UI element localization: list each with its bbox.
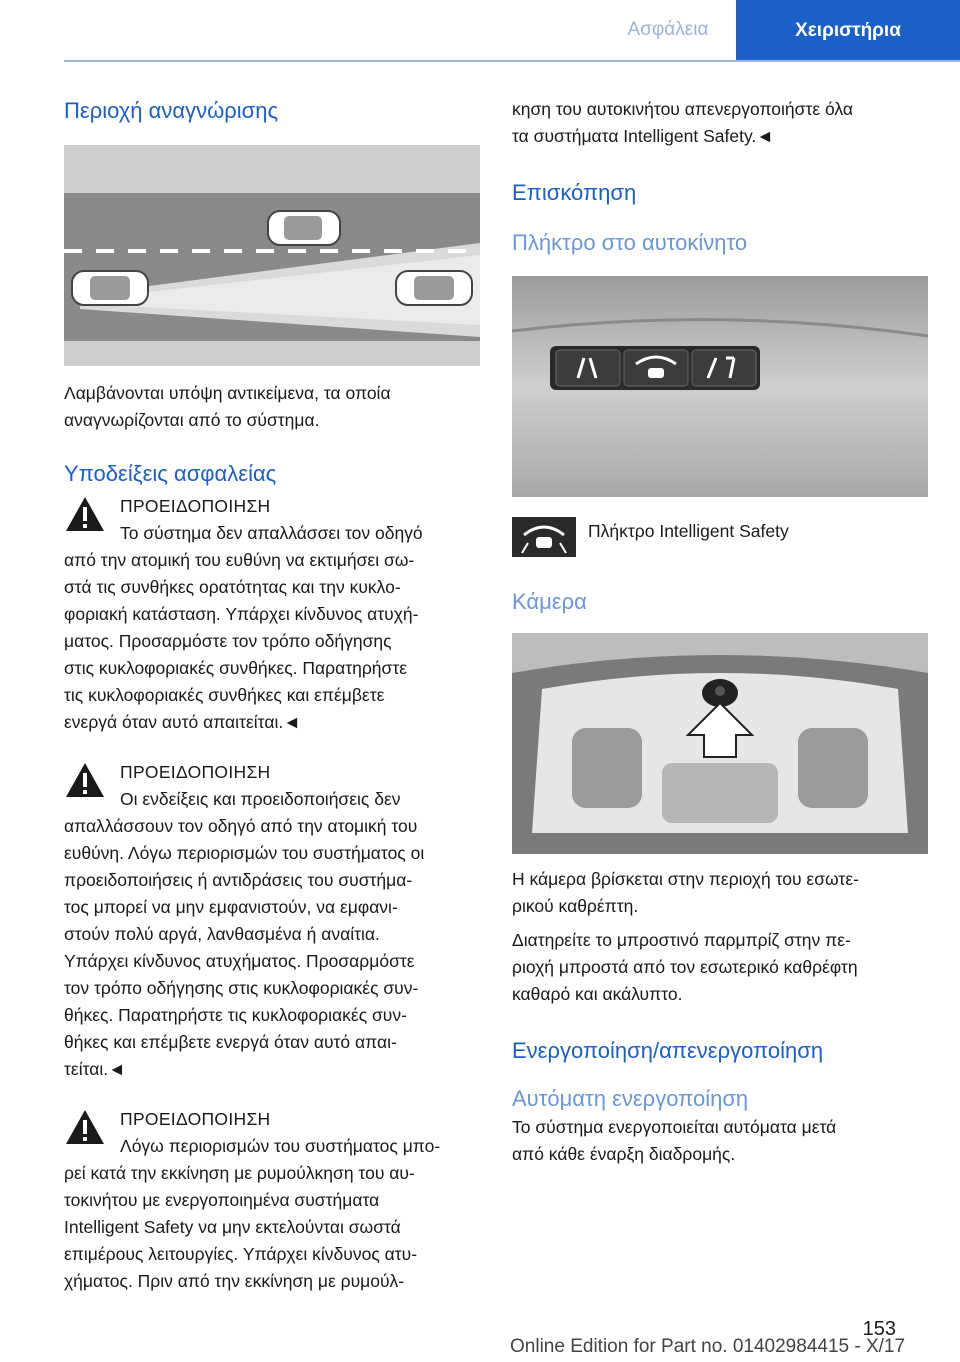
camera-location-illustration <box>512 633 928 854</box>
intelligent-safety-icon <box>512 517 576 557</box>
button-panel-photo <box>512 276 928 497</box>
heading-overview: Επισκόπηση <box>512 180 637 205</box>
car-right-icon <box>396 271 472 305</box>
continued-text: κηση του αυτοκινήτου απενεργοποιήστε όλα τα συστήματα Intelligent Safety.◄ <box>512 99 854 146</box>
detection-area-illustration <box>64 145 480 366</box>
page-number: 153 <box>862 1318 896 1340</box>
warning-text: Οι ενδείξεις και προειδοποιήσεις δεν απαλλάσσουν τον οδηγό από την ατομική του ευθύνη. Λόγω περιορισμών του συστήματος οι προειδοποιήσεις ή αντιδράσεις του συστήμα- τος μπορεί να μην εμφανιστούν, να εμφανι- στούν πολύ αργά, λανθασμένα ή αναίτια. Υπάρχει κίνδυνος ατυχήματος. Προσαρμόστε τον τρόπο οδήγησης στις κυκλοφοριακές συν- θήκες. Παρατηρήστε τις κυκλοφοριακές συν- θήκες και επέμβετε ενεργά όταν αυτό απαι- τείται.◄ <box>64 789 425 1079</box>
warning-block-2 <box>64 759 480 1083</box>
camera-location-text: Η κάμερα βρίσκεται στην περιοχή του εσωτε- ρικού καθρέπτη. <box>512 869 859 916</box>
heading-safety-notes: Υποδείξεις ασφαλείας <box>64 461 277 486</box>
car-left-icon <box>72 271 148 305</box>
warning-triangle-icon <box>64 1108 106 1146</box>
lane-assist-button-icon <box>556 350 620 386</box>
warning-text: Λόγω περιορισμών του συστήματος μπο- ρεί κατά την εκκίνηση με ρυμούλκηση του αυ- τοκινήτου με ενεργοποιημένα συστήματα Intelligent Safety να μην εκτελούνται σωστά επιμέρους λειτουργίες. Υπάρχει κίνδυνος ατυ- χήματος. Πριν από την εκκίνηση με ρυμούλ- <box>64 1136 441 1291</box>
header-rule <box>64 60 960 62</box>
lane-change-button-icon <box>692 350 756 386</box>
warning-block-3 <box>64 1106 480 1295</box>
warning-title: ΠΡΟΕΙΔΟΠΟΙΗΣΗ <box>120 1109 271 1129</box>
warning-block-1 <box>64 493 480 736</box>
heading-camera: Κάμερα <box>512 589 587 614</box>
header-chapter-tab: Χειριστήρια <box>736 0 960 62</box>
camera-keep-clear-text: Διατηρείτε το μπροστινό παρμπρίζ στην πε- ριοχή μπροστά από τον εσωτερικό καθρέφτη καθαρό και ακάλυπτο. <box>512 930 858 1004</box>
heading-detection-area: Περιοχή αναγνώρισης <box>64 98 279 123</box>
warning-title: ΠΡΟΕΙΔΟΠΟΙΗΣΗ <box>120 762 271 782</box>
car-front-icon <box>268 211 340 245</box>
heading-activation: Ενεργοποίηση/απενεργοποίηση <box>512 1038 824 1063</box>
edition-footer: Online Edition for Part no. 01402984415 - X/17 <box>510 1336 906 1357</box>
header-section-tab: Ασφάλεια <box>627 19 709 40</box>
warning-triangle-icon <box>64 495 106 533</box>
button-legend-row <box>512 517 928 557</box>
intelligent-safety-button-icon <box>624 350 688 386</box>
heading-button-in-car: Πλήκτρο στο αυτοκίνητο <box>512 230 748 255</box>
warning-text: Το σύστημα δεν απαλλάσσει τον οδηγό από την ατομική του ευθύνη να εκτιμήσει σω- στά τις συνθήκες ορατότητας και την κυκλο- φοριακή κατάσταση. Υπάρχει κίνδυνος ατυχή- ματος. Προσαρμόστε τον τρόπο οδήγησης στις κυκλοφοριακές συνθήκες. Παρατηρήστε τις κυκλοφοριακές συνθήκες και επέμβετε ενεργά όταν αυτό απαιτείται.◄ <box>64 523 423 732</box>
auto-activation-text: Το σύστημα ενεργοποιείται αυτόματα μετά από κάθε έναρξη διαδρομής. <box>512 1117 837 1164</box>
heading-auto-activation: Αυτόματη ενεργοποίηση <box>512 1086 749 1111</box>
warning-triangle-icon <box>64 761 106 799</box>
detection-area-figure <box>64 145 480 366</box>
detection-caption: Λαμβάνονται υπόψη αντικείμενα, τα οποία αναγνωρίζονται από το σύστημα. <box>64 383 391 430</box>
button-panel-illustration <box>512 276 928 497</box>
camera-location-photo <box>512 633 928 854</box>
warning-title: ΠΡΟΕΙΔΟΠΟΙΗΣΗ <box>120 496 271 516</box>
left-column <box>64 96 480 1295</box>
right-column <box>512 96 928 1168</box>
button-legend-label: Πλήκτρο Intelligent Safety <box>588 520 789 541</box>
